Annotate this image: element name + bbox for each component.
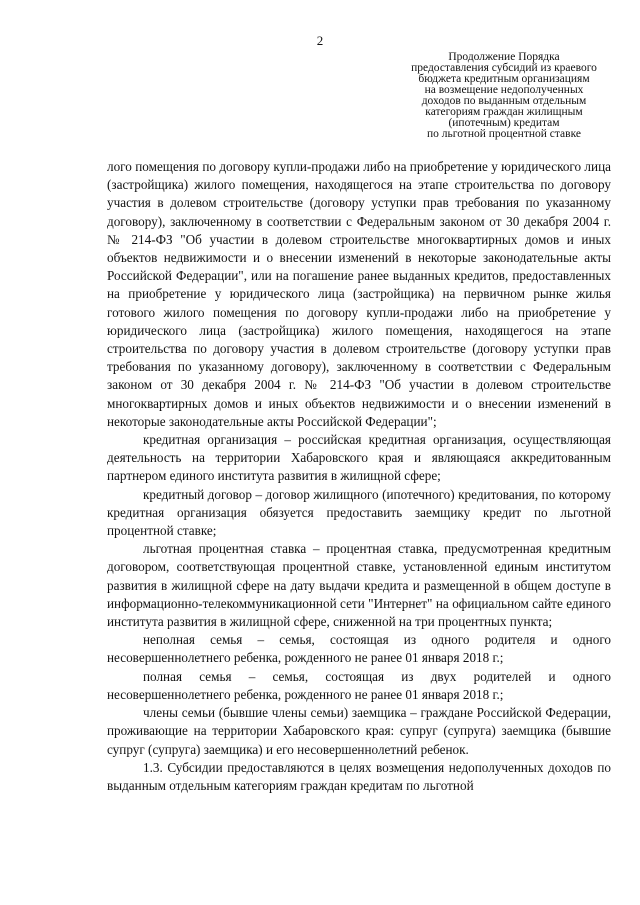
paragraph-preferential-rate: льготная процентная ставка – процентная ставка, предусмотренная кредитным договором, соответствующая процентной ставке, установленной единым институтом развития в жилищной сфере на дату выдачи кредита и размещенной в общем доступе в информационно-телекоммуникационной сети "Интернет" на официальном сайте единого института развития в жилищной сфере, сниженной на три процентных пункта; <box>107 541 611 630</box>
header-line: предоставления субсидий из краевого <box>411 62 597 74</box>
header-line: Продолжение Порядка <box>448 51 560 63</box>
paragraph-credit-agreement: кредитный договор – договор жилищного (ипотечного) кредитования, по которому кредитная организация обязуется предоставить заемщику кредит по льготной процентной ставке; <box>107 486 611 539</box>
paragraph-continuation: лого помещения по договору купли-продажи либо на приобретение у юридического лица (застройщика) жилого помещения, находящегося на этапе строительства по договору участия в долевом строительстве (договору уступки прав требования по указанному договору), заключенному в соответствии с Федеральным законом от 30 декабря 2004 г. № 214-ФЗ "Об участии в долевом строительстве многоквартирных домов и иных объектов недвижимости и о внесении изменений в некоторые законодательные акты Российской Федерации", или на погашение ранее выданных кредитов, предоставленных на приобретение у юридического лица (застройщика) на первичном рынке жилья готового жилого помещения по договору купли-продажи либо на приобретение у юридического лица (застройщика) жилого помещения, находящегося на этапе строительства по договору участия в долевом строительстве (договору уступки прав требования по указанному договору), заключенному в соответствии с Федеральным законом от 30 декабря 2004 г. № 214-ФЗ "Об участии в долевом строительстве многоквартирных домов и иных объектов недвижимости и о внесении изменений в некоторые законодательные акты Российской Федерации"; <box>107 159 611 429</box>
document-header <box>388 52 620 140</box>
header-line: (ипотечным) кредитам <box>448 117 560 129</box>
header-line: бюджета кредитным организациям <box>418 73 590 85</box>
paragraph-credit-organization: кредитная организация – российская кредитная организация, осуществляющая деятельность на территории Хабаровского края и являющаяся аккредитованным партнером единого института развития в жилищной сфере; <box>107 432 611 484</box>
paragraph-full-family: полная семья – семья, состоящая из двух родителей и одного несовершеннолетнего ребенка, рожденного не ранее 01 января 2018 г.; <box>107 668 611 702</box>
header-line: категориям граждан жилищным <box>425 106 583 118</box>
header-line: по льготной процентной ставке <box>427 128 581 140</box>
paragraph-incomplete-family: неполная семья – семья, состоящая из одного родителя и одного несовершеннолетнего ребенка, рожденного не ранее 01 января 2018 г.; <box>107 632 611 666</box>
paragraph-family-members: члены семьи (бывшие члены семьи) заемщика – граждане Российской Федерации, проживающие на территории Хабаровского края: супруг (супруга) заемщика (бывшие супруг (супруга) заемщика) и его несовершеннолетний ребенок. <box>107 705 611 757</box>
paragraph-clause-1-3: 1.3. Субсидии предоставляются в целях возмещения недополученных доходов по выданным отдельным категориям граждан кредитам по льготной <box>107 759 611 793</box>
header-line: на возмещение недополученных <box>424 84 584 96</box>
document-body <box>107 158 611 795</box>
page-number: 2 <box>316 33 324 48</box>
header-line: доходов по выданным отдельным <box>421 95 587 107</box>
